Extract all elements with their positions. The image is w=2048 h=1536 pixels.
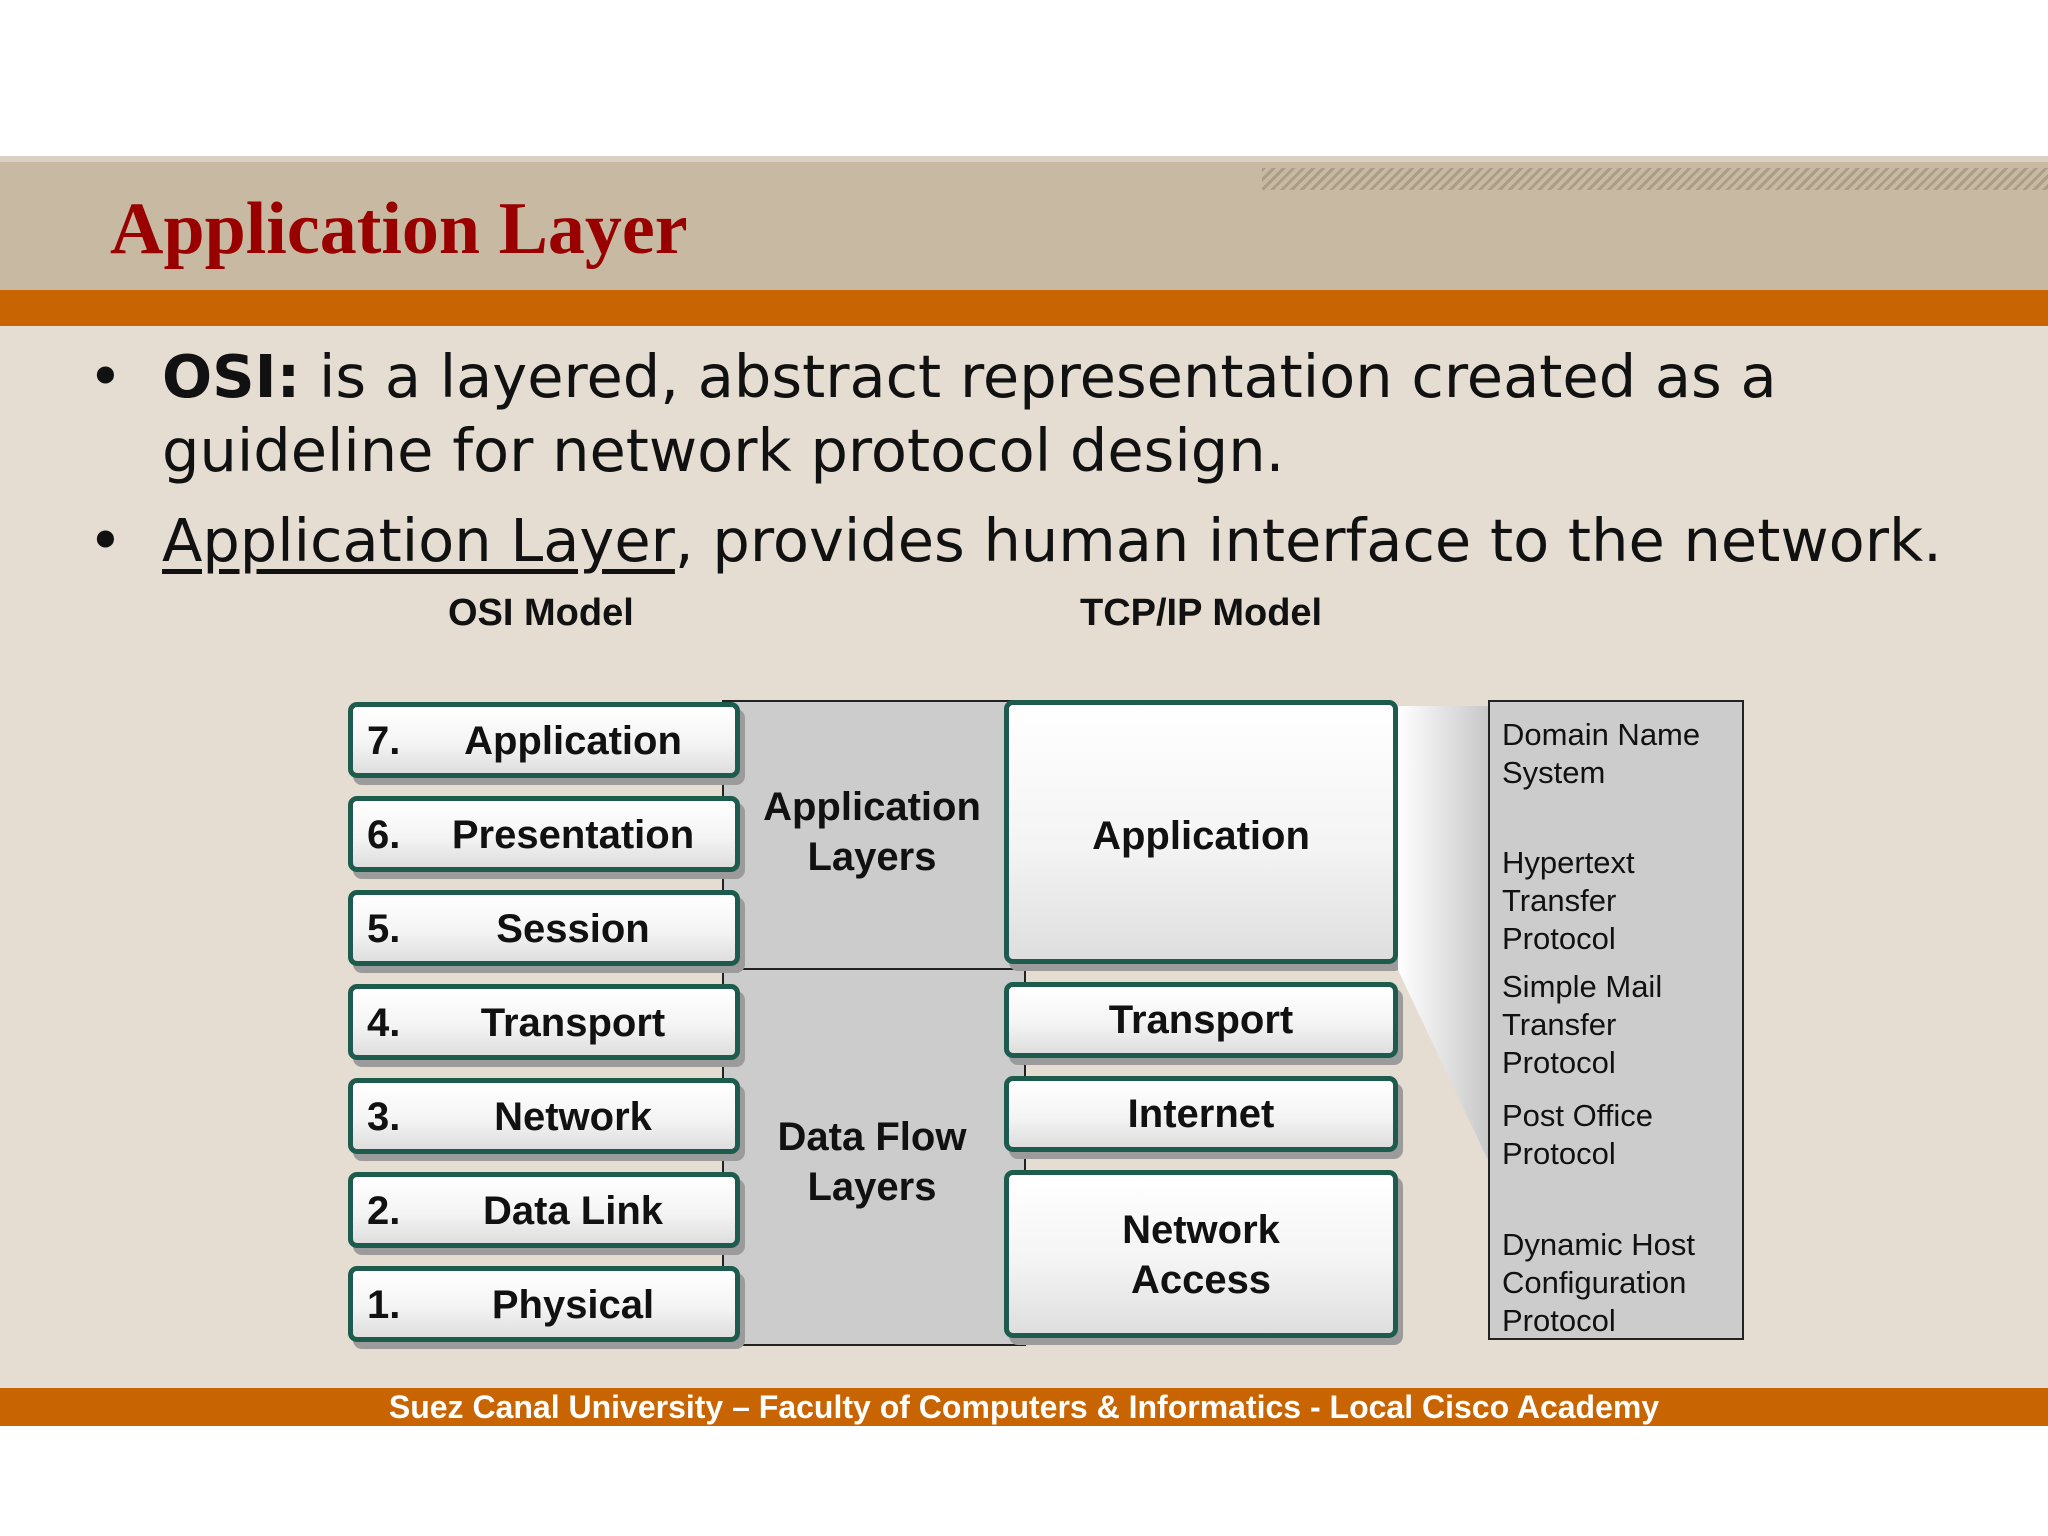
tcp-layer-label: Network Access <box>1122 1208 1280 1302</box>
bullet-text <box>162 504 1962 578</box>
protocol-smtp: Simple Mail Transfer Protocol <box>1502 969 1663 1080</box>
protocol-pop: Post Office Protocol <box>1502 1098 1654 1171</box>
osi-layer-number: 2. <box>367 1189 401 1233</box>
osi-layer-number: 7. <box>367 719 401 763</box>
slide-title: Application Layer <box>110 188 688 270</box>
protocol-http: Hypertext Transfer Protocol <box>1502 845 1635 956</box>
bullet-body: , provides human interface to the network. <box>674 506 1942 575</box>
application-layers-label: Application Layers <box>763 785 981 879</box>
protocol-dhcp: Dynamic Host Configuration Protocol <box>1502 1227 1695 1338</box>
footer-margin <box>0 1426 2048 1536</box>
osi-layer-data-link <box>348 1172 740 1248</box>
tcp-layer-transport <box>1004 982 1398 1058</box>
osi-layer-label: Physical <box>491 1283 655 1327</box>
header-accent-bar <box>0 290 2048 326</box>
osi-layer-label: Presentation <box>451 813 695 857</box>
tcp-layer-internet <box>1004 1076 1398 1152</box>
protocol-dns: Domain Name System <box>1502 717 1701 790</box>
osi-layer-number: 6. <box>367 813 401 857</box>
osi-layer-network <box>348 1078 740 1154</box>
osi-layer-number: 4. <box>367 1001 401 1045</box>
osi-layer-transport <box>348 984 740 1060</box>
tcp-layer-label: Application <box>1092 814 1310 858</box>
osi-layer-label: Transport <box>480 1001 666 1045</box>
osi-layer-number: 1. <box>367 1283 401 1327</box>
osi-layer-presentation <box>348 796 740 872</box>
osi-layer-label: Network <box>494 1095 652 1139</box>
bullet-term: OSI: <box>162 342 301 411</box>
tcp-layer-label: Transport <box>1108 998 1294 1042</box>
osi-model-title: OSI Model <box>448 592 634 634</box>
tcpip-model-title: TCP/IP Model <box>1080 592 1323 634</box>
osi-layer-number: 5. <box>367 907 401 951</box>
tcp-layer-application <box>1004 700 1398 964</box>
tcp-layer-label: Internet <box>1127 1092 1275 1136</box>
osi-layer-label: Session <box>496 907 650 951</box>
osi-layer-session <box>348 890 740 966</box>
footer-text: Suez Canal University – Faculty of Computers & Informatics - Local Cisco Academy <box>388 1389 1660 1425</box>
bullet-dot-icon: • <box>88 506 123 575</box>
osi-layer-number: 3. <box>367 1095 401 1139</box>
osi-layer-application <box>348 702 740 778</box>
header-hatch-decoration <box>1262 168 2048 190</box>
tcp-layer-network-access <box>1004 1170 1398 1338</box>
osi-layer-physical <box>348 1266 740 1342</box>
bullet-text <box>162 340 1962 488</box>
bullet-dot-icon: • <box>88 342 123 411</box>
data-flow-layers-label: Data Flow Layers <box>777 1115 967 1209</box>
protocol-funnel-connector <box>1398 700 1490 1160</box>
bullet-body: is a layered, abstract representation created as a guideline for network protocol design. <box>162 342 1777 485</box>
osi-layer-label: Application <box>464 719 682 763</box>
bullet-term-link: Application Layer <box>162 506 675 575</box>
osi-layer-label: Data Link <box>482 1189 664 1233</box>
